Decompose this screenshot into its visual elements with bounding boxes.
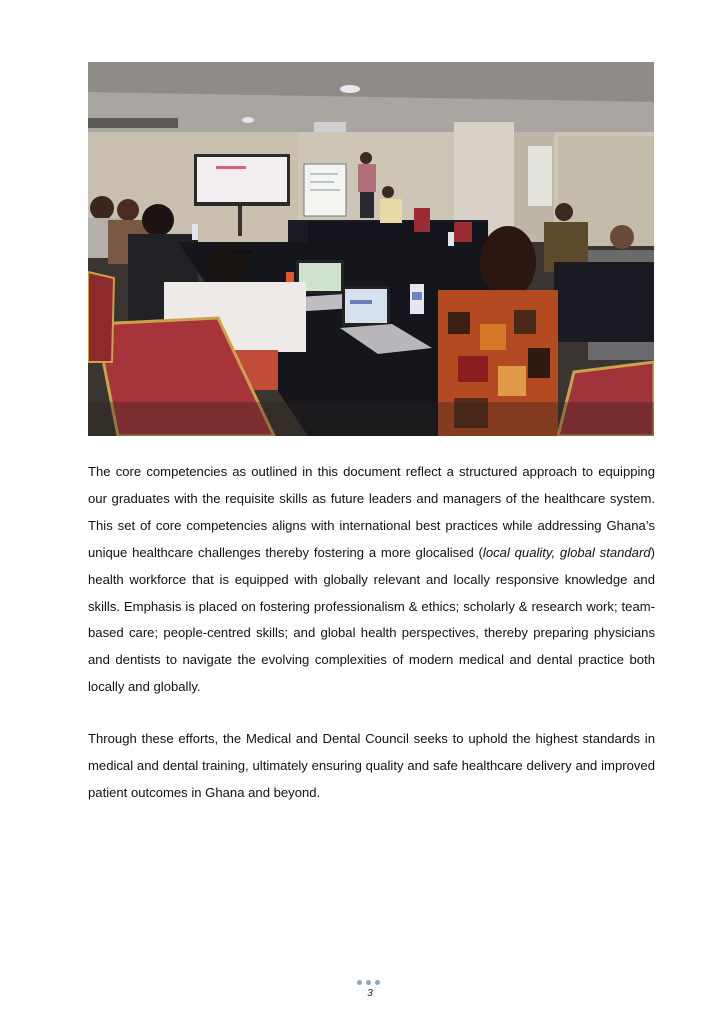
body-paragraph-2: Through these efforts, the Medical and Dental Council seeks to uphold the highest standards in medical and dental training, ultimately ensuring quality and safe healthcare delivery and improved patient outcomes in Ghana and beyond.	[88, 731, 655, 800]
footer-dot	[375, 980, 380, 985]
workshop-photo	[88, 62, 654, 436]
workshop-photo-illustration	[88, 62, 654, 436]
paragraph-1-text-a: The core competencies as outlined in this document reflect a structured approach to equipping our graduates with the requisite skills as future leaders and managers of the healthcare system. This set of core competencies aligns with international best practices while addressing Ghana’s unique healthcare challenges thereby fostering a more glocalised (	[88, 464, 655, 560]
footer-dot	[366, 980, 371, 985]
page-number: 3	[367, 988, 373, 999]
paragraph-1-italic-phrase: local quality, global standard	[482, 544, 651, 560]
footer-dot	[357, 980, 362, 985]
body-paragraph-1	[88, 459, 655, 701]
paragraph-1-text-b: ) health workforce that is equipped with globally relevant and locally responsive knowledge and skills. Emphasis is placed on fostering professionalism & ethics; scholarly & research work; team-based care; people-centred skills; and global health perspectives, thereby preparing physicians and dentists to navigate the evolving complexities of modern medical and dental practice both locally and globally.	[88, 544, 655, 695]
footer-dots-ornament	[353, 980, 383, 988]
